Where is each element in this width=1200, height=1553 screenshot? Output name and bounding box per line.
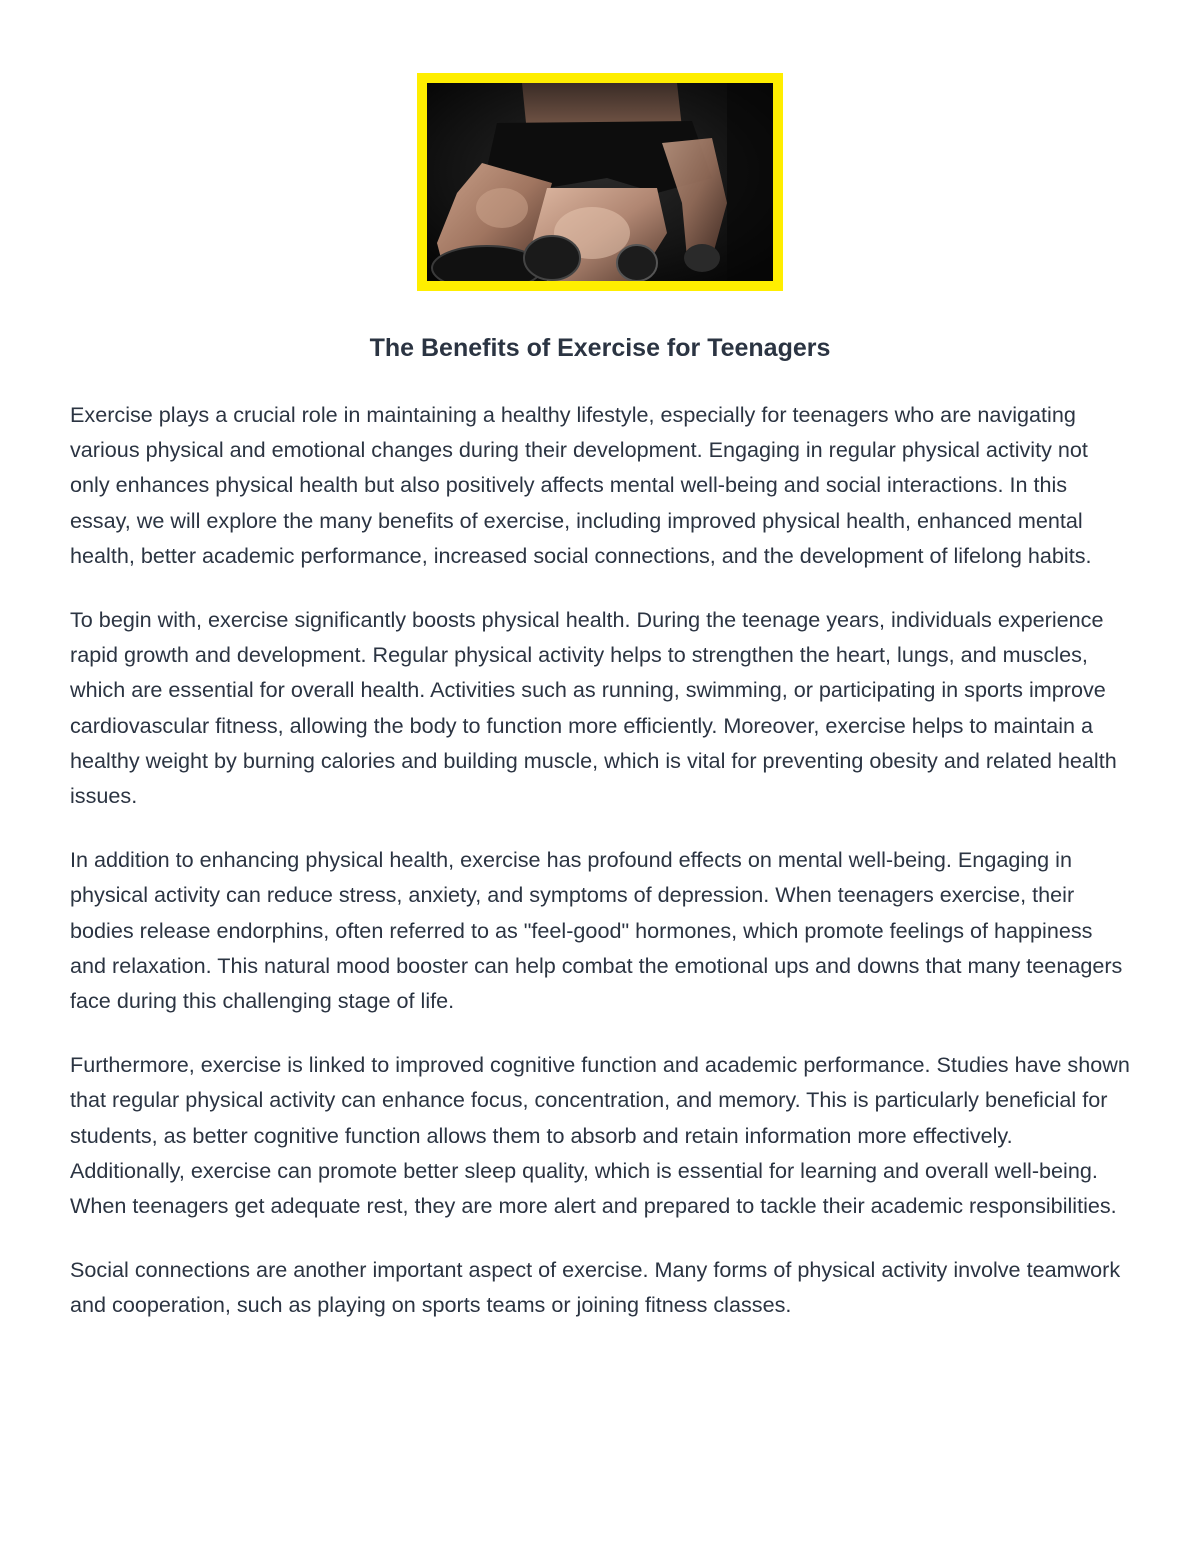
paragraph-intro: Exercise plays a crucial role in maintaining a healthy lifestyle, especially for teenagers who are navigating various physical and emotional changes during their development. Engaging in regular physical activity not only enhances physical health but also positively affects mental well-being and social interactions. In this essay, we will explore the many benefits of exercise, including improved physical health, enhanced mental health, better academic performance, increased social connections, and the development of lifelong habits. — [70, 402, 1092, 568]
document-body — [70, 397, 1132, 1352]
document-title: The Benefits of Exercise for Teenagers — [369, 334, 831, 362]
paragraph-academic: Furthermore, exercise is linked to improved cognitive function and academic performance. Studies have shown that regular physical activity can enhance focus, concentration, and memory. This is particularly beneficial for students, as better cognitive function allows them to absorb and retain information more effectively. Additionally, exercise can promote better sleep quality, which is essential for learning and overall well-being. When teenagers get adequate rest, they are more alert and prepared to tackle their academic responsibilities. — [70, 1052, 1130, 1219]
exercise-photo-icon — [427, 83, 773, 281]
paragraph-social: Social connections are another important aspect of exercise. Many forms of physical activity involve teamwork and cooperation, such as playing on sports teams or joining fitness classes. — [70, 1257, 1121, 1318]
paragraph-physical-health: To begin with, exercise significantly boosts physical health. During the teenage years, individuals experience rapid growth and development. Regular physical activity helps to strengthen the heart, lungs, and muscles, which are essential for overall health. Activities such as running, swimming, or participating in sports improve cardiovascular fitness, allowing the body to function more efficiently. Moreover, exercise helps to maintain a healthy weight by burning calories and building muscle, which is vital for preventing obesity and related health issues. — [70, 607, 1117, 809]
paragraph-mental-health: In addition to enhancing physical health, exercise has profound effects on mental well-being. Engaging in physical activity can reduce stress, anxiety, and symptoms of depression. When teenagers exercise, their bodies release endorphins, often referred to as "feel-good" hormones, which promote feelings of happiness and relaxation. This natural mood booster can help combat the emotional ups and downs that many teenagers face during this challenging stage of life. — [70, 847, 1123, 1014]
hero-image-frame — [417, 73, 783, 291]
